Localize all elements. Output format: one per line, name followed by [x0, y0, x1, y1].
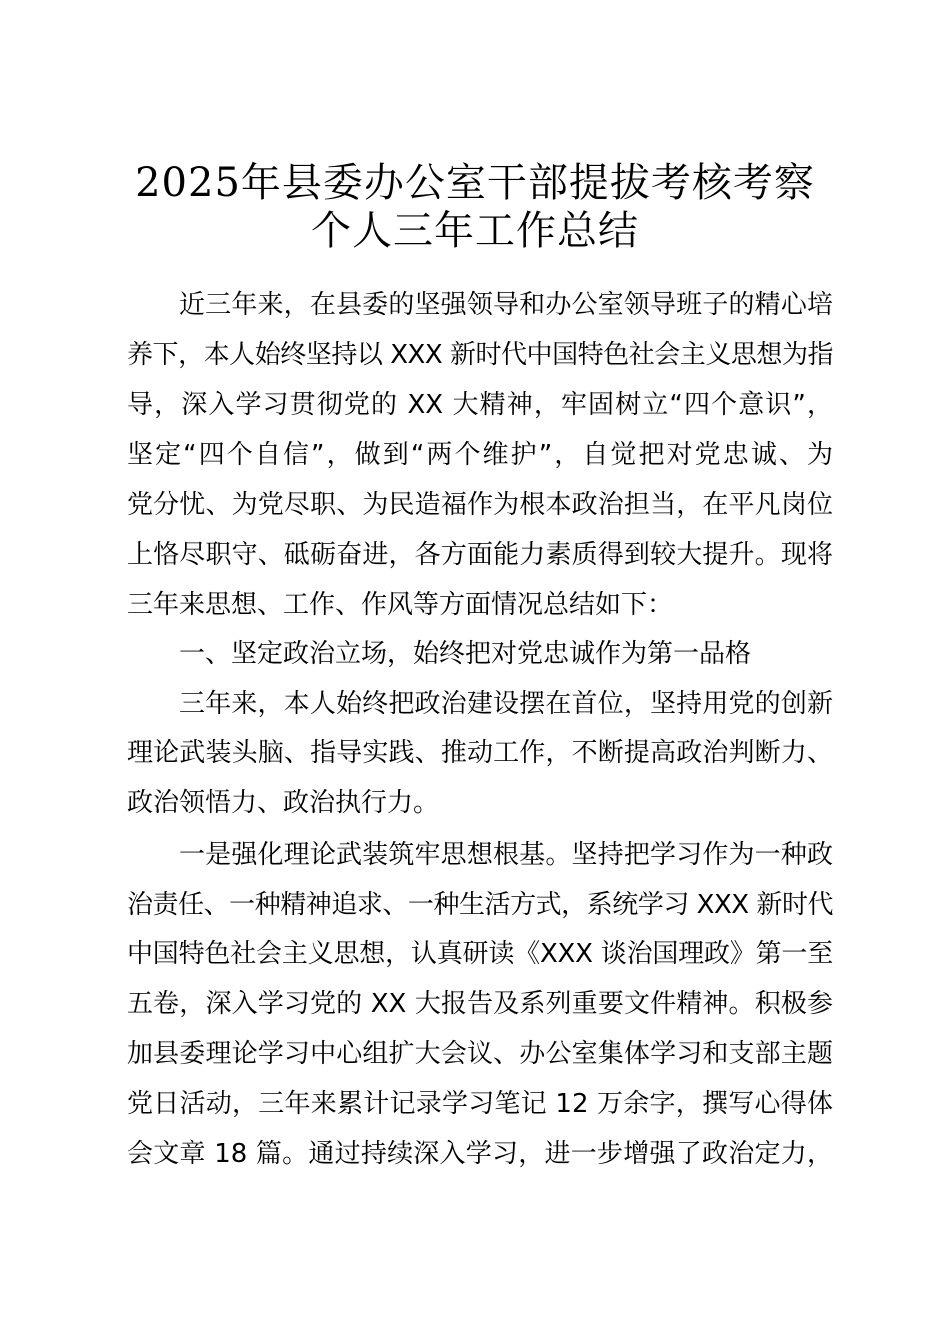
- paragraph-line: 三年来，本人始终把政治建设摆在首位，坚持用党的创新: [179, 689, 833, 719]
- paragraph-line: 党分忧、为党尽职、为民造福作为根本政治担当，在平凡岗位: [127, 490, 833, 520]
- paragraph-line: 养下，本人始终坚持以 XXX 新时代中国特色社会主义思想为指: [127, 340, 833, 370]
- paragraph-line: 上恪尽职守、砥砺奋进，各方面能力素质得到较大提升。现将: [127, 540, 833, 570]
- paragraph-line: 坚定“四个自信”，做到“两个维护”，自觉把对党忠诚、为: [127, 440, 833, 470]
- paragraph-line: 会文章 18 篇。通过持续深入学习，进一步增强了政治定力，: [127, 1139, 833, 1169]
- paragraph-line: 中国特色社会主义思想，认真研读《XXX 谈治国理政》第一至: [127, 939, 833, 969]
- document-title-line-1: 2025年县委办公室干部提拔考核考察: [135, 160, 815, 206]
- section-heading: 一、坚定政治立场，始终把对党忠诚作为第一品格: [179, 639, 752, 669]
- paragraph-line: 一是强化理论武装筑牢思想根基。坚持把学习作为一种政: [179, 840, 833, 870]
- paragraph-line: 治责任、一种精神追求、一种生活方式，系统学习 XXX 新时代: [127, 890, 833, 920]
- document-title-line-2: 个人三年工作总结: [311, 208, 639, 254]
- paragraph-line: 加县委理论学习中心组扩大会议、办公室集体学习和支部主题: [127, 1039, 833, 1069]
- paragraph-line: 五卷，深入学习党的 XX 大报告及系列重要文件精神。积极参: [127, 989, 833, 1019]
- paragraph-line: 近三年来，在县委的坚强领导和办公室领导班子的精心培: [179, 290, 833, 320]
- paragraph-line: 导，深入学习贯彻党的 XX 大精神，牢固树立“四个意识”，: [127, 390, 833, 420]
- paragraph-line: 政治领悟力、政治执行力。: [127, 788, 440, 818]
- paragraph-line: 党日活动，三年来累计记录学习笔记 12 万余字，撰写心得体: [127, 1089, 833, 1119]
- paragraph-line: 三年来思想、工作、作风等方面情况总结如下：: [127, 590, 674, 620]
- paragraph-line: 理论武装头脑、指导实践、推动工作，不断提高政治判断力、: [127, 738, 833, 768]
